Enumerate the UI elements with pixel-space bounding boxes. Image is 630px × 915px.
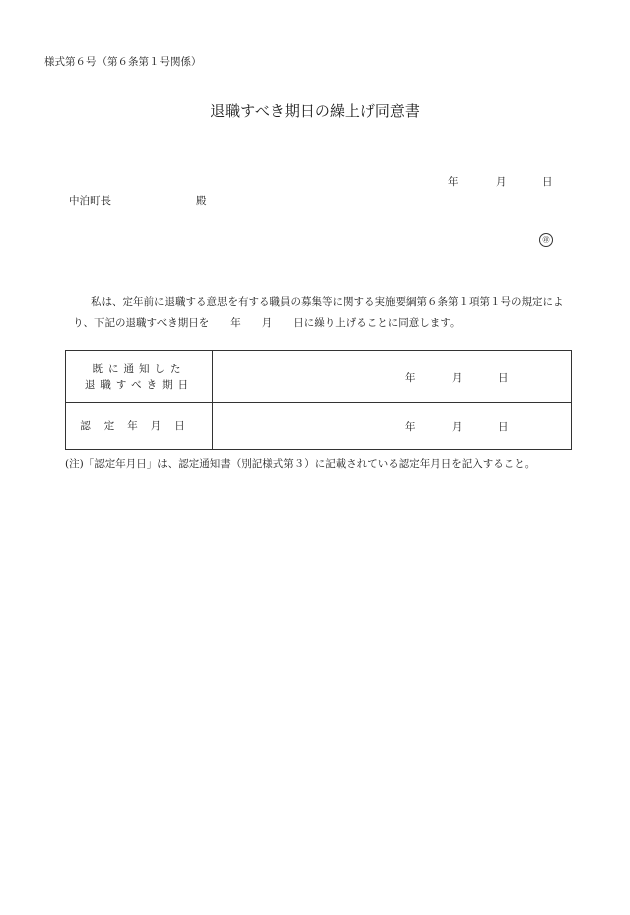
body-part1: 私は、定年前に退職する意思を有する職員の募集等に関する実施要綱第６条第１項第１号の規定により、下記の退職すべき期日を <box>73 296 564 329</box>
form-number: 様式第６号（第６条第１号関係） <box>44 56 202 68</box>
row2-value-cell[interactable] <box>213 403 572 450</box>
footnote: (注)「認定年月日」は、認定通知書（別記様式第３）に記載されている認定年月日を記入すること。 <box>65 458 536 470</box>
row2-label-cell <box>66 403 213 450</box>
row1-day: 日 <box>498 371 509 384</box>
date-year-label: 年 <box>448 176 459 188</box>
seal-mark-icon: ㊞ <box>539 233 553 247</box>
date-month-label: 月 <box>496 176 507 188</box>
row2-day: 日 <box>498 421 509 433</box>
row1-label-line1: 既に通知した <box>92 362 186 375</box>
row2-year: 年 <box>405 421 416 433</box>
addressee: 中泊町長 <box>69 195 111 207</box>
row1-label-cell <box>66 351 213 403</box>
body-part2: 日に繰り上げることに同意します。 <box>293 317 461 329</box>
row2-month: 月 <box>452 421 463 433</box>
body-year: 年 <box>230 317 241 329</box>
table-row <box>66 351 572 403</box>
date-table <box>65 350 572 450</box>
body-month: 月 <box>261 317 273 329</box>
table-row <box>66 403 572 450</box>
row1-label-line2: 退職すべき期日 <box>84 378 194 391</box>
honorific: 殿 <box>196 195 207 207</box>
row2-label: 認定年月日 <box>80 420 198 432</box>
consent-body <box>73 292 583 334</box>
row1-value-cell[interactable] <box>213 351 572 403</box>
date-day-label: 日 <box>542 176 553 188</box>
row1-month: 月 <box>452 371 463 384</box>
document-title: 退職すべき期日の繰上げ同意書 <box>210 102 420 120</box>
row1-year: 年 <box>405 371 416 384</box>
